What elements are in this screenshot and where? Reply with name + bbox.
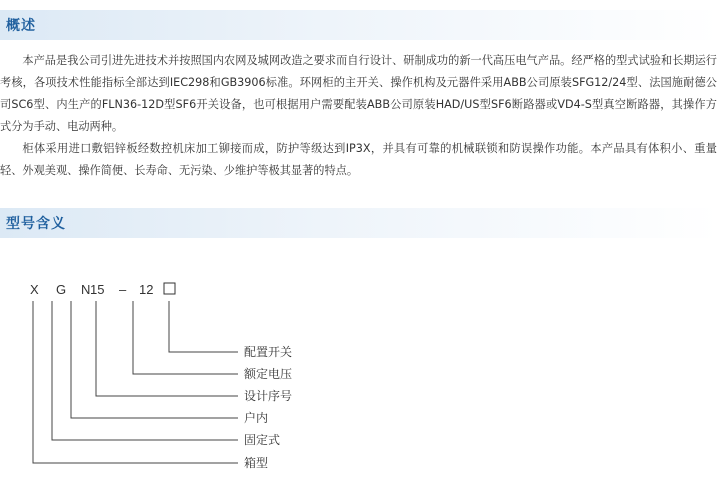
meaning-fixed-type: 固定式 xyxy=(244,433,281,447)
model-code-svg xyxy=(0,270,719,497)
code-placeholder-box xyxy=(164,283,175,294)
code-g: G xyxy=(56,282,67,297)
code-n: N xyxy=(81,282,91,297)
meaning-design-number: 设计序号 xyxy=(244,389,293,403)
leader-line-config-switch xyxy=(169,301,238,352)
overview-content xyxy=(0,50,719,182)
model-meaning-title: 型号含义 xyxy=(6,216,66,232)
meaning-rated-voltage: 额定电压 xyxy=(244,367,293,381)
model-section-header xyxy=(0,208,719,238)
meaning-indoor: 户内 xyxy=(244,411,269,425)
leader-line-box-type xyxy=(33,301,238,463)
leader-line-rated-voltage xyxy=(133,301,238,374)
code-15: 15 xyxy=(90,282,105,297)
code-12: 12 xyxy=(139,282,154,297)
overview-title: 概述 xyxy=(6,18,36,34)
meaning-box-type: 箱型 xyxy=(244,456,269,470)
overview-paragraph-2: 柜体采用进口敷铝锌板经数控机床加工铆接而成，防护等级达到IP3X，并具有可靠的机械联锁和防误操作功能。本产品具有体积小、重量轻、外观美观、操作简便、长寿命、无污染、少维护等极其显著的特点。 xyxy=(0,142,717,177)
leader-line-fixed-type xyxy=(52,301,238,440)
model-code-diagram xyxy=(0,270,719,497)
overview-section-header xyxy=(0,10,719,40)
code-x: X xyxy=(30,282,39,297)
leader-line-design-number xyxy=(96,301,238,396)
meaning-config-switch: 配置开关 xyxy=(244,345,293,359)
code-dash: – xyxy=(119,282,127,297)
overview-paragraph-1: 本产品是我公司引进先进技术并按照国内农网及城网改造之要求而自行设计、研制成功的新一代高压电气产品。经严格的型式试验和长期运行考核，各项技术性能指标全部达到IEC298和GB3906标准。环网柜的主开关、操作机构及元器件采用ABB公司原装SFG12/24型、法国施耐德公司SC6型、内生产的FLN36-12D型SF6开关设备，也可根据用户需要配装ABB公司原装HAD/US型SF6断路器或VD4-S型真空断路器，其操作方式分为手动、电动两种。 xyxy=(0,54,717,133)
